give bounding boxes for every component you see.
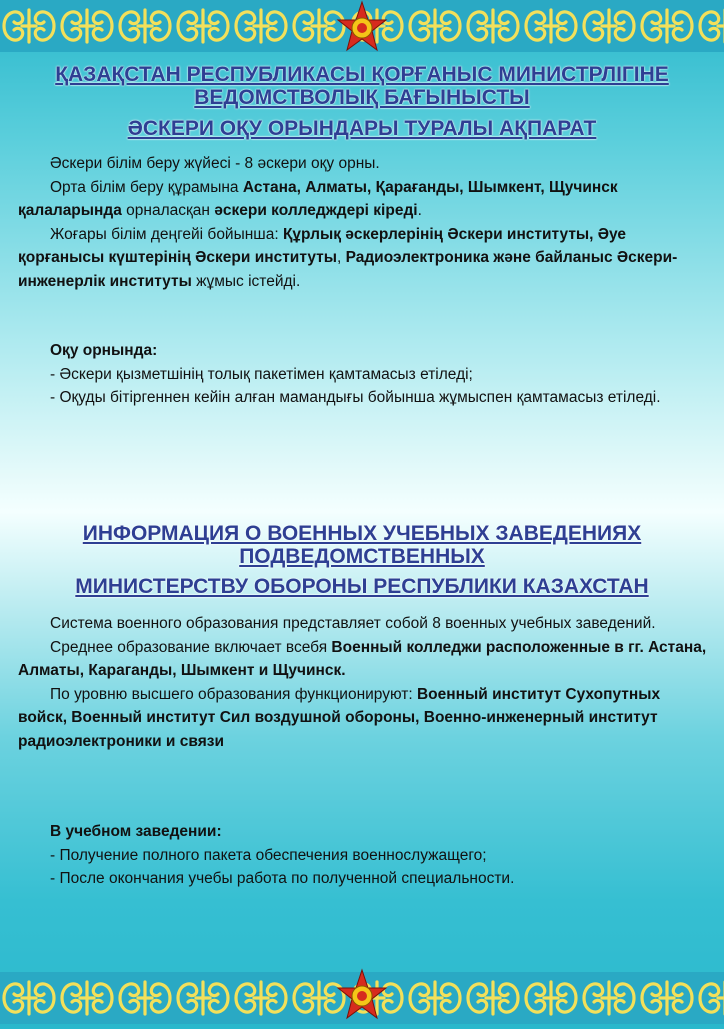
kz-p2-text2: орналасқан bbox=[121, 202, 215, 219]
kz-p3-end: жұмыс істейді. bbox=[191, 272, 301, 290]
ru-title-line2: ПОДВЕДОМСТВЕННЫХ bbox=[239, 545, 485, 568]
star-emblem-icon bbox=[336, 968, 388, 1024]
kz-p2-colleges: әскери колледждері кіреді bbox=[214, 202, 418, 219]
ru-p3-institutes: Военный институт Сухопутных войск, Военный институт Сил воздушной обороны, Военно-инженерный институт радиоэлектроники и связи bbox=[18, 685, 661, 750]
kz-paragraph-1: Әскери білім беру жүйесі - 8 әскери оқу орны. bbox=[50, 155, 380, 172]
kz-title-line1: ҚАЗАҚСТАН РЕСПУБЛИКАСЫ ҚОРҒАНЫС МИНИСТРЛІГІНЕ bbox=[55, 63, 669, 86]
ru-title-line1: ИНФОРМАЦИЯ О ВОЕННЫХ УЧЕБНЫХ ЗАВЕДЕНИЯХ bbox=[82, 522, 642, 545]
ru-list bbox=[18, 820, 708, 891]
kz-list-item-1: - Әскери қызметшінің толық пакетімен қамтамасыз етіледі; bbox=[50, 365, 473, 383]
ru-p2-text: Среднее образование включает всебя bbox=[50, 638, 332, 656]
ru-list-item-2: - После окончания учебы работа по полученной специальности. bbox=[50, 870, 515, 887]
kz-paragraph-3 bbox=[18, 223, 708, 294]
kz-list-item-2: - Оқуды бітіргеннен кейін алған мамандығы бойынша жұмыспен қамтамасыз етіледі. bbox=[50, 389, 661, 406]
ru-body bbox=[18, 612, 708, 753]
kz-list bbox=[18, 339, 708, 410]
kz-title bbox=[20, 63, 704, 109]
kz-subtitle: ӘСКЕРИ ОҚУ ОРЫНДАРЫ ТУРАЛЫ АҚПАРАТ bbox=[127, 117, 597, 140]
ru-paragraph-1: Система военного образования представляет собой 8 военных учебных заведений. bbox=[50, 615, 656, 632]
ru-paragraph-3 bbox=[18, 683, 708, 754]
kz-p3-radio-institute: Радиоэлектроника және байланыс Әскери-инженерлік институты bbox=[18, 249, 678, 290]
ru-p2-colleges: Военный колледжи расположенные в гг. Астана, Алматы, Караганды, Шымкент и Щучинск. bbox=[18, 638, 707, 679]
ru-paragraph-2 bbox=[18, 636, 708, 683]
kz-p3-comma: , bbox=[336, 249, 346, 266]
ru-title bbox=[20, 522, 704, 568]
kz-body bbox=[18, 152, 708, 293]
star-emblem-icon bbox=[336, 0, 388, 56]
ru-list-title: В учебном заведении: bbox=[50, 823, 222, 840]
kz-p2-text: Орта білім беру құрамына bbox=[50, 178, 243, 196]
kz-p3-institutes: Құрлық әскерлерінің Әскери институты, Әуе қорғанысы күштерінің Әскери институты bbox=[18, 225, 627, 266]
kz-list-title: Оқу орнында: bbox=[50, 342, 158, 359]
ru-p3-text: По уровню высшего образования функционируют: bbox=[50, 685, 417, 703]
ru-list-item-1: - Получение полного пакета обеспечения военнослужащего; bbox=[50, 846, 487, 864]
ru-subtitle: МИНИСТЕРСТВУ ОБОРОНЫ РЕСПУБЛИКИ КАЗАХСТАН bbox=[75, 575, 649, 598]
kz-p3-text: Жоғары білім деңгейі бойынша: bbox=[50, 225, 283, 243]
kz-p2-end: . bbox=[417, 202, 422, 219]
kz-p2-cities: Астана, Алматы, Қарағанды, Шымкент, Щучинск қалаларында bbox=[18, 178, 618, 219]
kz-paragraph-2 bbox=[18, 176, 708, 223]
kz-title-line2: ВЕДОМСТВОЛЫҚ БАҒЫНЫСТЫ bbox=[194, 86, 530, 109]
